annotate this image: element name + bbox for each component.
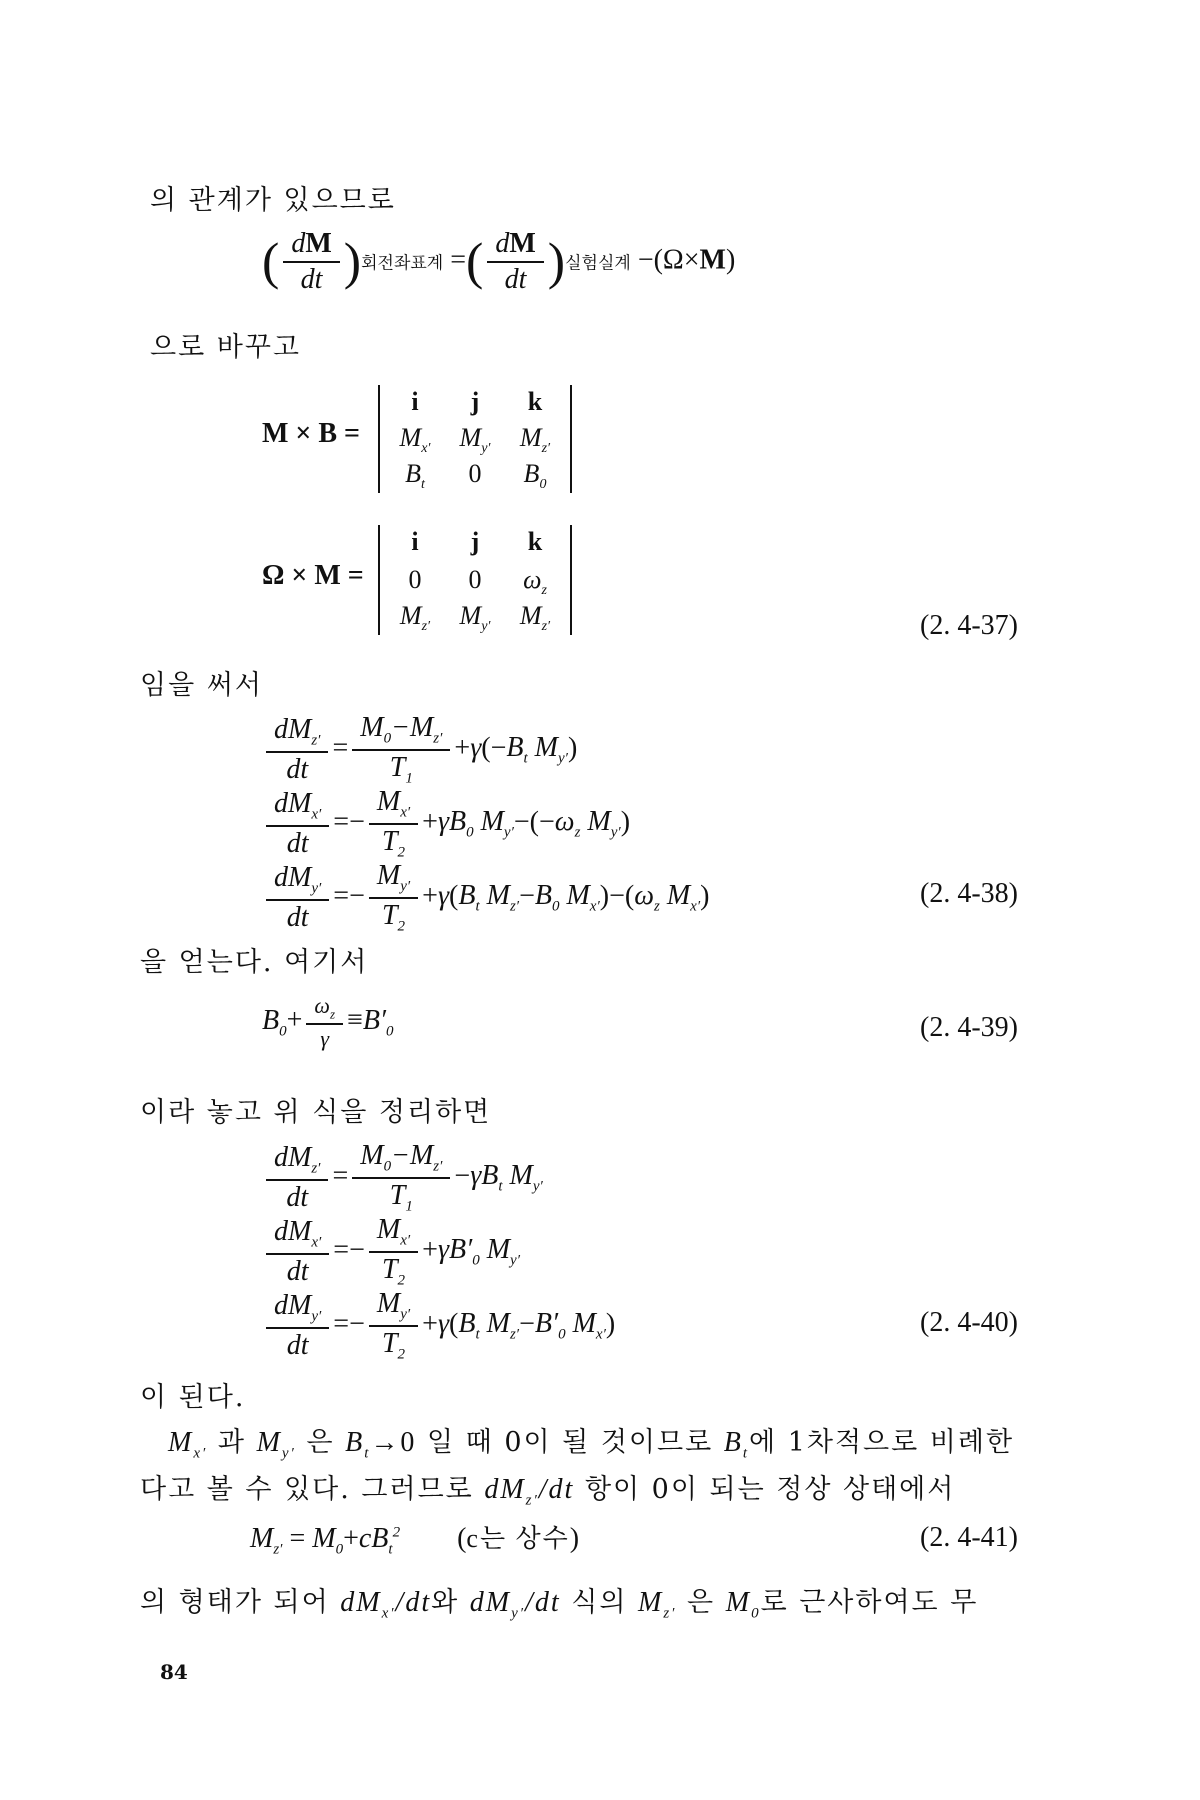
bloch-equation-z: $\frac{dM_{z'}}{dt}$ = $\frac{M_0-M_{z'}}{T_1}$ $+\gamma(-B_t$ $M_{y'}$): [262, 712, 577, 788]
bloch-equation-x: $\frac{dM_{x'}}{dt}$ =− $\frac{M_{x'}}{T_2}$ $+\gamma B_0$ $M_{y'}-(-\omega_z$ $M_{y'}$): [262, 786, 630, 862]
text-line: 의 관계가 있으므로: [150, 185, 396, 216]
text-line: 을 얻는다. 여기서: [140, 947, 369, 978]
determinant-MxB: i j k $M_{x'}$ $M_{y'}$ $M_{z'}$ $B_t$ 0 $B_0$: [378, 385, 572, 493]
paragraph-line: 다고 볼 수 있다. 그러므로 $dM_{z'}/dt$ 항이 0이 되는 정상 상태에서: [140, 1474, 956, 1509]
determinant-OmegaxM: i j k 0 0 $\omega_z$ $M_{z'}$ $M_{y'}$ $M_{z'}$: [378, 525, 572, 635]
equation-number: (2. 4-37): [920, 610, 1018, 641]
text-line: 이라 놓고 위 식을 정리하면: [140, 1097, 492, 1128]
equation-number: (2. 4-38): [920, 878, 1018, 909]
rot-frame-subscript: 회전좌표계: [361, 253, 444, 273]
cross-product-label: M × B =: [262, 418, 361, 449]
text-line: 임을 써서: [140, 670, 263, 701]
bloch-equation-y: $\frac{dM_{y'}}{dt}$ =− $\frac{M_{y'}}{T_2}$ $+\gamma(B_t$ $M_{z'}-B_0$ $M_{x'})-(\omega_z$ $M_{x'}$): [262, 860, 709, 936]
paragraph-line: 의 형태가 되어 $dM_{x'}/dt$와 $dM_{y'}/dt$ 식의 $M_{z'}$ 은 $M_0$로 근사하여도 무: [140, 1587, 979, 1622]
text-line: 으로 바꾸고: [150, 332, 301, 363]
frame-relation-equation: ( $\frac{dM}{dt}$ )회전좌표계 =( $\frac{dM}{dt}$ )실험실계 −(Ω×M): [262, 228, 736, 296]
lab-frame-subscript: 실험실계: [565, 253, 631, 273]
equation-number: (2. 4-41): [920, 1522, 1018, 1553]
steady-state-equation: $M_{z'} = M_0+cB_t^2$ (c는 상수): [250, 1523, 580, 1558]
effective-field-definition: $B_0+$ $\frac{\omega_z}{\gamma}$ $\equiv B'_0$: [262, 993, 394, 1052]
text-line: 이 된다.: [140, 1382, 246, 1413]
page-number: 84: [160, 1660, 188, 1684]
cross-product-label: Ω × M =: [262, 560, 364, 591]
equation-number: (2. 4-40): [920, 1307, 1018, 1338]
paragraph-line: $M_{x'}$ 과 $M_{y'}$ 은 $B_t\to 0$ 일 때 0이 될 것이므로 $B_t$에 1차적으로 비례한: [168, 1427, 1015, 1462]
reduced-bloch-equation-z: $\frac{dM_{z'}}{dt}$ = $\frac{M_0-M_{z'}}{T_1}$ $-\gamma B_t$ $M_{y'}$: [262, 1140, 543, 1216]
reduced-bloch-equation-y: $\frac{dM_{y'}}{dt}$ =− $\frac{M_{y'}}{T_2}$ $+\gamma(B_t$ $M_{z'}-B'_0$ $M_{x'}$): [262, 1288, 615, 1364]
equation-number: (2. 4-39): [920, 1012, 1018, 1043]
reduced-bloch-equation-x: $\frac{dM_{x'}}{dt}$ =− $\frac{M_{x'}}{T_2}$ $+\gamma B'_0$ $M_{y'}$: [262, 1214, 520, 1290]
